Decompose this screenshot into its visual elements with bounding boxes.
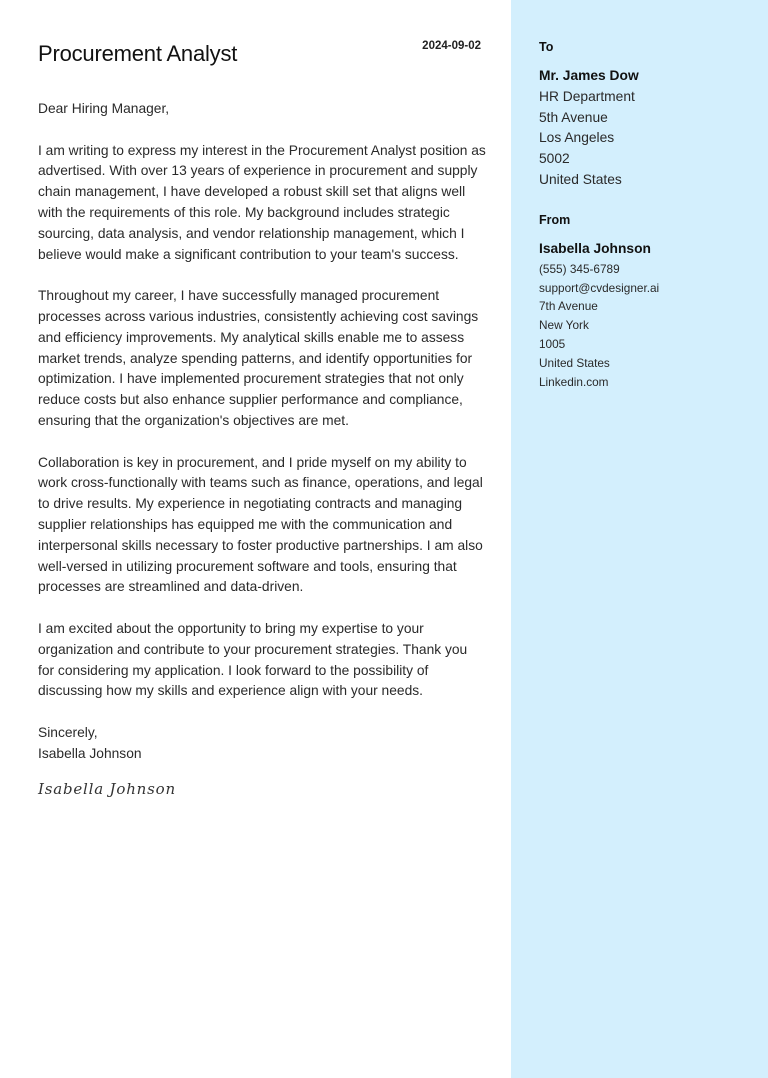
sender-street: 7th Avenue bbox=[539, 299, 598, 314]
recipient-department: HR Department bbox=[539, 88, 635, 104]
closing-name: Isabella Johnson bbox=[38, 745, 142, 761]
sender-email: support@cvdesigner.ai bbox=[539, 280, 660, 295]
sender-city: New York bbox=[539, 318, 589, 333]
recipient-city: Los Angeles bbox=[539, 130, 615, 146]
to-label: To bbox=[539, 40, 554, 54]
paragraph-4: I am excited about the opportunity to bring my expertise to your organization and contribute to your procurement strategies. Thank you for considering my application. I look forward to the possibility of discussing how my skills and experience align with your needs. bbox=[38, 620, 468, 699]
sender-country: United States bbox=[539, 355, 610, 370]
signature: Isabella Johnson bbox=[38, 779, 176, 798]
sender-name: Isabella Johnson bbox=[539, 241, 651, 256]
from-label: From bbox=[539, 213, 571, 227]
contact-sidebar bbox=[511, 0, 768, 1078]
sender-linkedin: Linkedin.com bbox=[539, 374, 609, 389]
recipient-zip: 5002 bbox=[539, 151, 570, 167]
recipient-name: Mr. James Dow bbox=[539, 68, 639, 83]
sender-block bbox=[539, 239, 659, 391]
sender-phone: (555) 345-6789 bbox=[539, 261, 620, 276]
salutation: Dear Hiring Manager, bbox=[38, 101, 170, 116]
letter-body bbox=[38, 99, 486, 799]
paragraph-2: Throughout my career, I have successfully managed procurement processes across various industries, consistently achieving cost savings and efficiency improvements. My analytical skills enable me to assess market trends, analyze spending patterns, and identify opportunities for optimization. I have implemented procurement strategies that not only reduce costs but also enhance supplier performance and compliance, ensuring that the organization's objectives are met. bbox=[38, 288, 479, 428]
sender-zip: 1005 bbox=[539, 336, 566, 351]
recipient-street: 5th Avenue bbox=[539, 109, 608, 125]
letter-date: 2024-09-02 bbox=[422, 40, 481, 52]
recipient-block bbox=[539, 66, 639, 191]
page-title: Procurement Analyst bbox=[38, 41, 238, 66]
recipient-country: United States bbox=[539, 171, 622, 187]
paragraph-3: Collaboration is key in procurement, and I pride myself on my ability to work cross-functionally with teams such as finance, operations, and legal to drive results. My experience in negotiating contracts and managing supplier relationships has equipped me with the communication and interpersonal skills necessary to foster productive partnerships. I am also well-versed in utilizing procurement software and tools, ensuring that processes are streamlined and data-driven. bbox=[38, 454, 483, 595]
paragraph-1: I am writing to express my interest in the Procurement Analyst position as advertised. With over 13 years of experience in procurement and supply chain management, I have developed a robust skill set that aligns well with the requirements of this role. My background includes strategic sourcing, data analysis, and vendor relationship management, which I believe would make a significant contribution to your team's success. bbox=[38, 142, 486, 262]
closing-block bbox=[38, 723, 486, 765]
closing: Sincerely, bbox=[38, 724, 98, 740]
